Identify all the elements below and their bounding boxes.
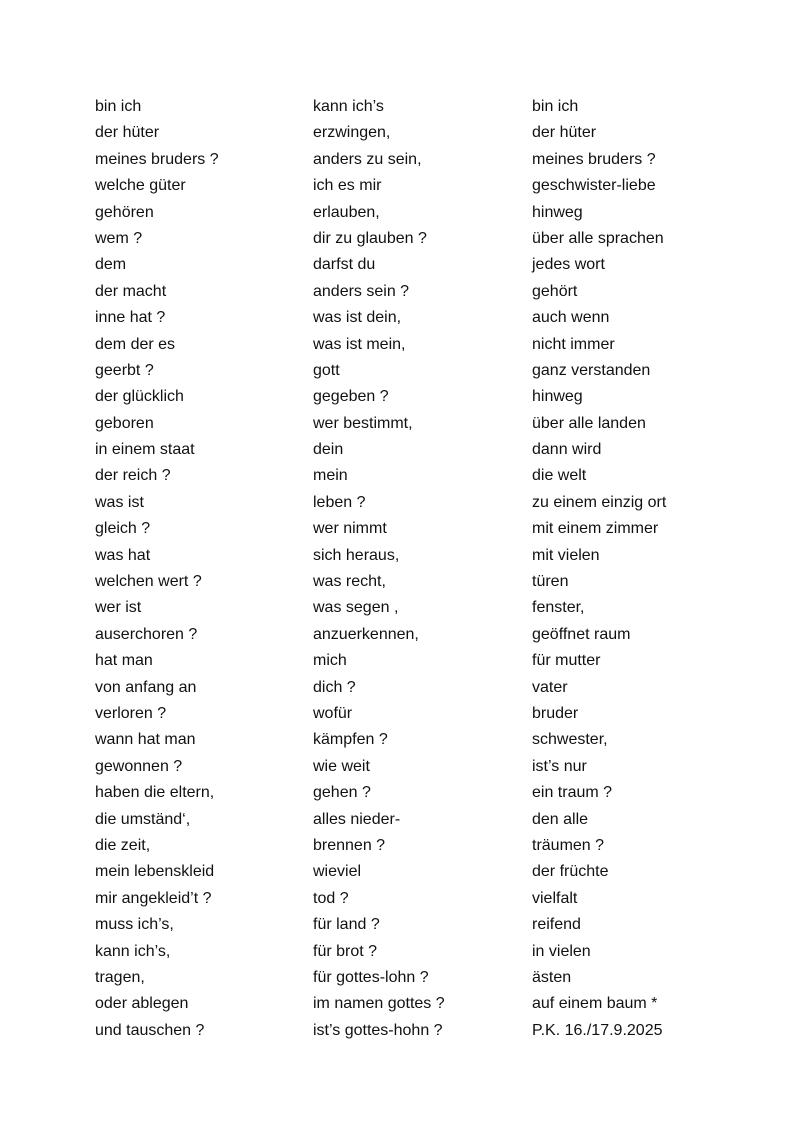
poem-line: ist’s gottes-hohn ? [313,1021,443,1039]
poem-line: wer nimmt [313,520,387,538]
poem-line: anzuerkennen, [313,625,419,643]
poem-line: wann hat man [95,731,196,749]
poem-line: ein traum ? [532,784,613,802]
poem-line: den alle [532,810,589,828]
poem-line: dem der es [95,335,176,353]
poem-line: gewonnen ? [95,757,183,775]
poem-line: wofür [313,704,353,722]
poem-line: alles nieder- [313,810,401,828]
poem-line: mit einem zimmer [532,520,659,538]
poem-line: im namen gottes ? [313,995,445,1013]
poem-line: in vielen [532,942,591,960]
poem-line: hat man [95,652,153,670]
poem-line: dann wird [532,441,602,459]
poem-line: und tauschen ? [95,1021,205,1039]
poem-line: auf einem baum * [532,995,658,1013]
poem-line: meines bruders ? [532,150,656,168]
poem-line: erlauben, [313,203,380,221]
poem-line: zu einem einzig ort [532,493,667,511]
poem-line: was ist [95,493,144,511]
poem-line: gleich ? [95,520,151,538]
poem-line: wie weit [313,757,370,775]
poem-line: bin ich [95,98,142,115]
poem-line: für mutter [532,652,601,670]
poem-line: inne hat ? [95,309,166,327]
poem-line: die umständ‘, [95,810,191,828]
poem-line: über alle sprachen [532,229,664,247]
poem-line: geschwister-liebe [532,177,656,195]
poem-line: nicht immer [532,335,615,353]
poem-column-2 [313,94,528,1044]
poem-line: geöffnet raum [532,625,631,643]
poem-line: der glücklich [95,388,184,406]
poem-line: dein [313,441,344,459]
poem-line: wer bestimmt, [313,414,413,432]
poem-line: auch wenn [532,309,610,327]
poem-line: schwester, [532,731,608,749]
poem-line: jedes wort [532,256,605,274]
poem-line: kann ich’s [313,98,384,115]
poem-line: auserchoren ? [95,625,198,643]
poem-line: über alle landen [532,414,646,432]
poem-column-3 [532,94,747,1044]
poem-line: von anfang an [95,678,197,696]
poem-line: ästen [532,968,572,986]
poem-line: wem ? [95,229,143,247]
poem-line: ich es mir [313,177,382,195]
poem-line: dich ? [313,678,356,696]
poem-line: vater [532,678,568,696]
poem-line: vielfalt [532,889,578,907]
poem-line: anders zu sein, [313,150,422,168]
poem-line: der reich ? [95,467,171,485]
poem-line: wieviel [313,863,362,881]
poem-line: dem [95,256,127,274]
poem-line: mir angekleid’t ? [95,889,212,907]
poem-line: kämpfen ? [313,731,388,749]
poem-line: geerbt ? [95,361,154,379]
poem-line: für gottes-lohn ? [313,968,429,986]
poem-line: hinweg [532,388,583,406]
poem-line: dir zu glauben ? [313,229,427,247]
poem-line: erzwingen, [313,124,391,142]
poem-line: fenster, [532,599,585,617]
poem-line: mein [313,467,348,485]
poem-line: verloren ? [95,704,167,722]
poem-line: die welt [532,467,587,485]
poem-line: was ist mein, [313,335,406,353]
poem-line: tod ? [313,889,349,907]
poem-line: brennen ? [313,836,386,854]
poem-line: mein lebenskleid [95,863,215,881]
poem-line: haben die eltern, [95,784,215,802]
poem-line: gehört [532,282,578,300]
poem-line: oder ablegen [95,995,189,1013]
poem-line: ganz verstanden [532,361,651,379]
poem-line: anders sein ? [313,282,410,300]
poem-line: welchen wert ? [95,573,202,591]
poem-line: meines bruders ? [95,150,219,168]
poem-line: muss ich’s, [95,916,174,934]
poem-line: bin ich [532,98,579,115]
poem-line: tragen, [95,968,145,986]
poem-line: der hüter [532,124,597,142]
poem-line: wer ist [95,599,142,617]
poem-line: ist’s nur [532,757,587,775]
poem-line: kann ich’s, [95,942,171,960]
poem-line: geboren [95,414,154,432]
poem-line: P.K. 16./17.9.2025 [532,1021,663,1039]
poem-line: welche güter [95,177,186,195]
poem-line: gehen ? [313,784,371,802]
poem-line: was segen , [313,599,399,617]
poem-line: darfst du [313,256,376,274]
poem-line: der hüter [95,124,160,142]
poem-line: mit vielen [532,546,600,564]
poem-line: leben ? [313,493,366,511]
poem-line: mich [313,652,347,670]
poem-line: was hat [95,546,151,564]
poem-line: der früchte [532,863,609,881]
poem-line: träumen ? [532,836,605,854]
poem-column-1 [95,94,310,1044]
poem-line: sich heraus, [313,546,400,564]
poem-line: für brot ? [313,942,378,960]
poem-line: gehören [95,203,154,221]
poem-line: was recht, [313,573,386,591]
poem-line: der macht [95,282,167,300]
poem-line: in einem staat [95,441,195,459]
poem-line: für land ? [313,916,380,934]
poem-line: was ist dein, [313,309,402,327]
poem-line: bruder [532,704,579,722]
poem-line: hinweg [532,203,583,221]
poem-line: gott [313,361,340,379]
poem-line: gegeben ? [313,388,389,406]
poem-line: türen [532,573,569,591]
poem-line: die zeit, [95,836,151,854]
poem-line: reifend [532,916,581,934]
